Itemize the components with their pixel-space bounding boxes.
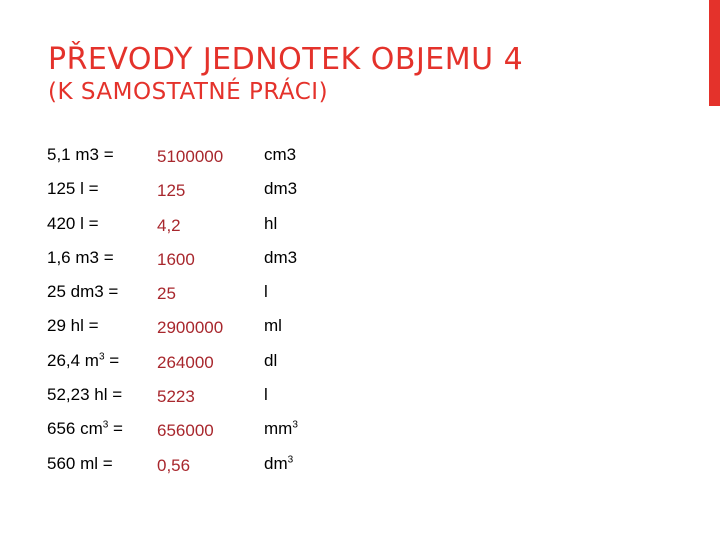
answer: 1600 xyxy=(157,249,195,269)
question: 25 dm3 = xyxy=(47,282,119,302)
answer: 2900000 xyxy=(157,318,224,338)
answer: 5223 xyxy=(157,387,195,407)
answer: 0,56 xyxy=(157,455,191,475)
title-line-2: (K SAMOSTATNÉ PRÁCI) xyxy=(48,79,329,105)
question xyxy=(47,349,119,373)
unit: l xyxy=(264,282,268,302)
slide-title xyxy=(48,43,523,107)
title-line-1: PŘEVODY JEDNOTEK OBJEMU 4 xyxy=(48,42,524,77)
unit-exponent: 3 xyxy=(287,454,294,466)
question-base: 26,4 m xyxy=(47,350,99,370)
table-row xyxy=(47,212,647,246)
unit: dm3 xyxy=(264,179,298,199)
question: 52,23 hl = xyxy=(47,385,123,405)
unit: l xyxy=(264,385,268,405)
unit xyxy=(264,452,293,476)
table-row xyxy=(47,383,647,417)
table-row xyxy=(47,177,647,211)
conversion-table xyxy=(47,143,647,486)
question: 560 ml = xyxy=(47,453,113,473)
table-row xyxy=(47,314,647,348)
question xyxy=(47,417,123,441)
unit xyxy=(264,417,298,441)
question: 29 hl = xyxy=(47,316,99,336)
answer: 264000 xyxy=(157,352,214,372)
answer: 656000 xyxy=(157,421,214,441)
table-row xyxy=(47,280,647,314)
unit: ml xyxy=(264,316,282,336)
table-row xyxy=(47,246,647,280)
question-base: 656 cm xyxy=(47,419,103,439)
unit: hl xyxy=(264,213,278,233)
unit-base: dm xyxy=(264,453,288,473)
accent-bar xyxy=(709,0,720,106)
answer: 5100000 xyxy=(157,147,224,166)
answer: 4,2 xyxy=(157,215,181,235)
table-row xyxy=(47,143,647,177)
unit: cm3 xyxy=(264,145,297,164)
question: 125 l = xyxy=(47,179,99,199)
table-row xyxy=(47,417,647,451)
unit: dl xyxy=(264,350,278,370)
answer: 25 xyxy=(157,284,176,304)
question-tail: = xyxy=(108,419,123,439)
question: 5,1 m3 = xyxy=(47,145,114,164)
question-tail: = xyxy=(104,350,120,370)
answer: 125 xyxy=(157,181,186,201)
question: 420 l = xyxy=(47,213,99,233)
table-row xyxy=(47,452,647,486)
question: 1,6 m3 = xyxy=(47,247,114,267)
unit-exponent: 3 xyxy=(292,419,298,431)
question-exponent: 3 xyxy=(98,351,105,363)
unit-base: mm xyxy=(264,419,293,439)
table-row xyxy=(47,349,647,383)
unit: dm3 xyxy=(264,247,298,267)
question-exponent: 3 xyxy=(102,419,109,431)
